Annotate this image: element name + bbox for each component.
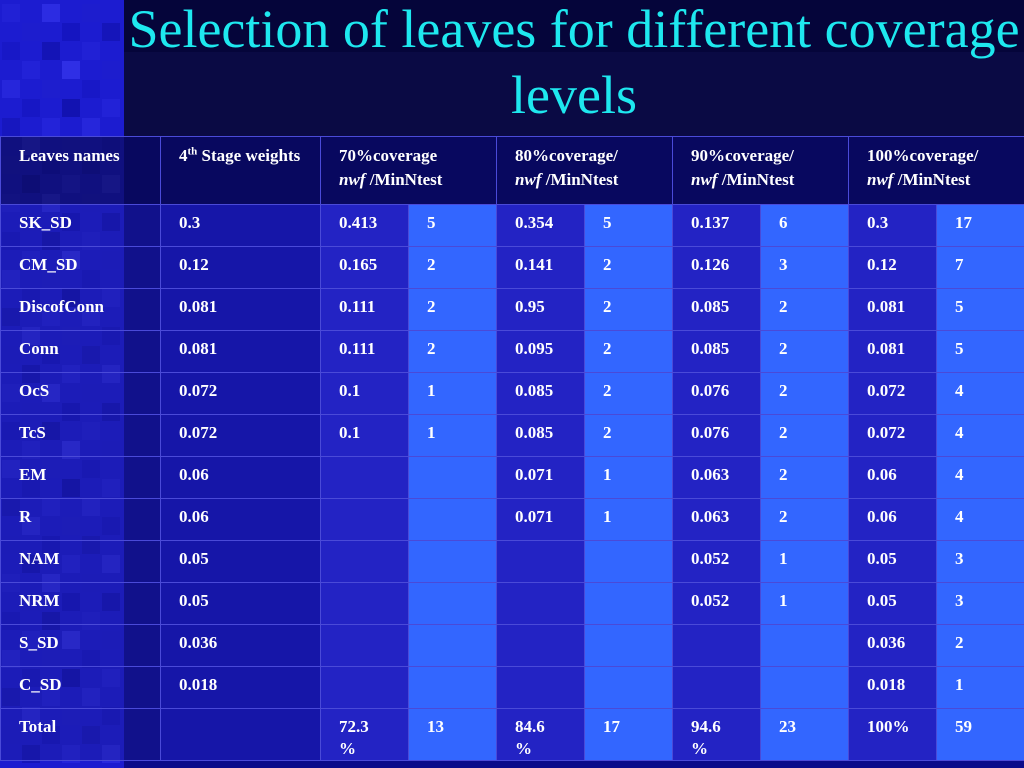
value-90-cell: [673, 625, 761, 667]
value-70-cell: 0.111: [321, 289, 409, 331]
table-row: [1, 625, 1024, 667]
value-80-cell: [497, 625, 585, 667]
count-90-cell: 1: [761, 541, 849, 583]
total-value-100: 100%: [849, 709, 937, 761]
count-90-cell: 6: [761, 205, 849, 247]
value-100-cell: 0.05: [849, 583, 937, 625]
header-coverage-100: 100%coverage/ nwf /MinNtest: [849, 137, 1024, 205]
value-100-cell: 0.018: [849, 667, 937, 709]
count-70-cell: 1: [409, 373, 497, 415]
total-label: Total: [1, 709, 161, 761]
total-count-90: 23: [761, 709, 849, 761]
count-80-cell: [585, 667, 673, 709]
stage-weight-cell: 0.06: [161, 499, 321, 541]
count-70-cell: [409, 625, 497, 667]
leaf-name-cell: C_SD: [1, 667, 161, 709]
value-80-cell: 0.071: [497, 457, 585, 499]
count-70-cell: [409, 541, 497, 583]
total-weight: [161, 709, 321, 761]
count-70-cell: [409, 457, 497, 499]
value-90-cell: 0.126: [673, 247, 761, 289]
value-70-cell: [321, 625, 409, 667]
value-90-cell: 0.076: [673, 415, 761, 457]
header-leaves-names: Leaves names: [1, 137, 161, 205]
count-80-cell: [585, 541, 673, 583]
leaf-name-cell: R: [1, 499, 161, 541]
table-row: [1, 541, 1024, 583]
stage-weight-cell: 0.05: [161, 583, 321, 625]
table-row: [1, 205, 1024, 247]
leaf-name-cell: NAM: [1, 541, 161, 583]
leaves-coverage-table: [0, 136, 1024, 761]
value-100-cell: 0.072: [849, 415, 937, 457]
count-100-cell: 4: [937, 415, 1024, 457]
stage-weight-cell: 0.081: [161, 289, 321, 331]
value-100-cell: 0.072: [849, 373, 937, 415]
stage-weight-cell: 0.12: [161, 247, 321, 289]
stage-weight-cell: 0.036: [161, 625, 321, 667]
count-80-cell: [585, 583, 673, 625]
table-row: [1, 331, 1024, 373]
value-100-cell: 0.036: [849, 625, 937, 667]
stage-weight-cell: 0.018: [161, 667, 321, 709]
value-100-cell: 0.06: [849, 457, 937, 499]
count-100-cell: 4: [937, 457, 1024, 499]
total-value-90: 94.6 %: [673, 709, 761, 761]
value-90-cell: 0.052: [673, 583, 761, 625]
slide-title: Selection of leaves for different coverage levels: [128, 0, 1020, 125]
value-80-cell: 0.085: [497, 373, 585, 415]
value-70-cell: [321, 583, 409, 625]
value-80-cell: 0.095: [497, 331, 585, 373]
leaf-name-cell: OcS: [1, 373, 161, 415]
count-100-cell: 1: [937, 667, 1024, 709]
count-80-cell: 2: [585, 415, 673, 457]
value-80-cell: 0.085: [497, 415, 585, 457]
count-70-cell: [409, 499, 497, 541]
value-80-cell: 0.141: [497, 247, 585, 289]
value-90-cell: 0.085: [673, 289, 761, 331]
value-100-cell: 0.3: [849, 205, 937, 247]
stage-weight-cell: 0.05: [161, 541, 321, 583]
count-90-cell: 3: [761, 247, 849, 289]
count-100-cell: 4: [937, 373, 1024, 415]
total-count-70: 13: [409, 709, 497, 761]
count-70-cell: 5: [409, 205, 497, 247]
count-100-cell: 4: [937, 499, 1024, 541]
value-90-cell: 0.063: [673, 457, 761, 499]
table-header-row: [1, 137, 1024, 205]
count-90-cell: 2: [761, 373, 849, 415]
leaf-name-cell: CM_SD: [1, 247, 161, 289]
value-70-cell: 0.1: [321, 373, 409, 415]
count-80-cell: 2: [585, 331, 673, 373]
count-80-cell: 5: [585, 205, 673, 247]
stage-weight-cell: 0.072: [161, 373, 321, 415]
value-80-cell: [497, 541, 585, 583]
value-80-cell: [497, 583, 585, 625]
total-count-80: 17: [585, 709, 673, 761]
value-100-cell: 0.081: [849, 331, 937, 373]
count-70-cell: [409, 667, 497, 709]
count-70-cell: [409, 583, 497, 625]
table-total-row: [1, 709, 1024, 761]
value-100-cell: 0.12: [849, 247, 937, 289]
table-row: [1, 373, 1024, 415]
count-80-cell: 1: [585, 499, 673, 541]
table-row: [1, 667, 1024, 709]
total-value-80: 84.6 %: [497, 709, 585, 761]
leaf-name-cell: EM: [1, 457, 161, 499]
value-70-cell: [321, 541, 409, 583]
stage-weight-cell: 0.06: [161, 457, 321, 499]
table-row: [1, 289, 1024, 331]
header-stage-weights: 4th Stage weights: [161, 137, 321, 205]
table-row: [1, 415, 1024, 457]
total-value-70: 72.3 %: [321, 709, 409, 761]
value-80-cell: 0.95: [497, 289, 585, 331]
count-80-cell: 2: [585, 247, 673, 289]
count-70-cell: 1: [409, 415, 497, 457]
table-row: [1, 457, 1024, 499]
stage-weight-cell: 0.072: [161, 415, 321, 457]
value-80-cell: [497, 667, 585, 709]
count-100-cell: 5: [937, 331, 1024, 373]
value-70-cell: 0.111: [321, 331, 409, 373]
leaf-name-cell: TcS: [1, 415, 161, 457]
table-row: [1, 583, 1024, 625]
count-100-cell: 3: [937, 541, 1024, 583]
count-70-cell: 2: [409, 331, 497, 373]
leaf-name-cell: S_SD: [1, 625, 161, 667]
header-coverage-80: 80%coverage/ nwf /MinNtest: [497, 137, 673, 205]
value-70-cell: 0.1: [321, 415, 409, 457]
count-70-cell: 2: [409, 289, 497, 331]
value-90-cell: 0.052: [673, 541, 761, 583]
stage-weight-cell: 0.3: [161, 205, 321, 247]
value-80-cell: 0.354: [497, 205, 585, 247]
value-90-cell: 0.085: [673, 331, 761, 373]
count-90-cell: 2: [761, 457, 849, 499]
value-80-cell: 0.071: [497, 499, 585, 541]
total-count-100: 59: [937, 709, 1024, 761]
count-80-cell: 2: [585, 289, 673, 331]
value-90-cell: [673, 667, 761, 709]
count-90-cell: 2: [761, 289, 849, 331]
count-90-cell: 2: [761, 415, 849, 457]
value-90-cell: 0.063: [673, 499, 761, 541]
leaf-name-cell: Conn: [1, 331, 161, 373]
count-80-cell: [585, 625, 673, 667]
count-90-cell: 2: [761, 331, 849, 373]
count-90-cell: [761, 625, 849, 667]
value-70-cell: 0.413: [321, 205, 409, 247]
leaf-name-cell: SK_SD: [1, 205, 161, 247]
header-coverage-70: 70%coverage nwf /MinNtest: [321, 137, 497, 205]
stage-weight-cell: 0.081: [161, 331, 321, 373]
count-80-cell: 2: [585, 373, 673, 415]
value-70-cell: [321, 457, 409, 499]
count-100-cell: 3: [937, 583, 1024, 625]
count-90-cell: [761, 667, 849, 709]
value-100-cell: 0.06: [849, 499, 937, 541]
count-100-cell: 17: [937, 205, 1024, 247]
header-coverage-90: 90%coverage/ nwf /MinNtest: [673, 137, 849, 205]
value-70-cell: [321, 667, 409, 709]
table-row: [1, 499, 1024, 541]
leaf-name-cell: DiscofConn: [1, 289, 161, 331]
value-90-cell: 0.076: [673, 373, 761, 415]
count-100-cell: 5: [937, 289, 1024, 331]
leaf-name-cell: NRM: [1, 583, 161, 625]
value-100-cell: 0.05: [849, 541, 937, 583]
value-90-cell: 0.137: [673, 205, 761, 247]
table-row: [1, 247, 1024, 289]
count-90-cell: 2: [761, 499, 849, 541]
table-body: [1, 205, 1024, 709]
count-70-cell: 2: [409, 247, 497, 289]
value-100-cell: 0.081: [849, 289, 937, 331]
count-90-cell: 1: [761, 583, 849, 625]
value-70-cell: [321, 499, 409, 541]
value-70-cell: 0.165: [321, 247, 409, 289]
count-100-cell: 7: [937, 247, 1024, 289]
count-80-cell: 1: [585, 457, 673, 499]
count-100-cell: 2: [937, 625, 1024, 667]
